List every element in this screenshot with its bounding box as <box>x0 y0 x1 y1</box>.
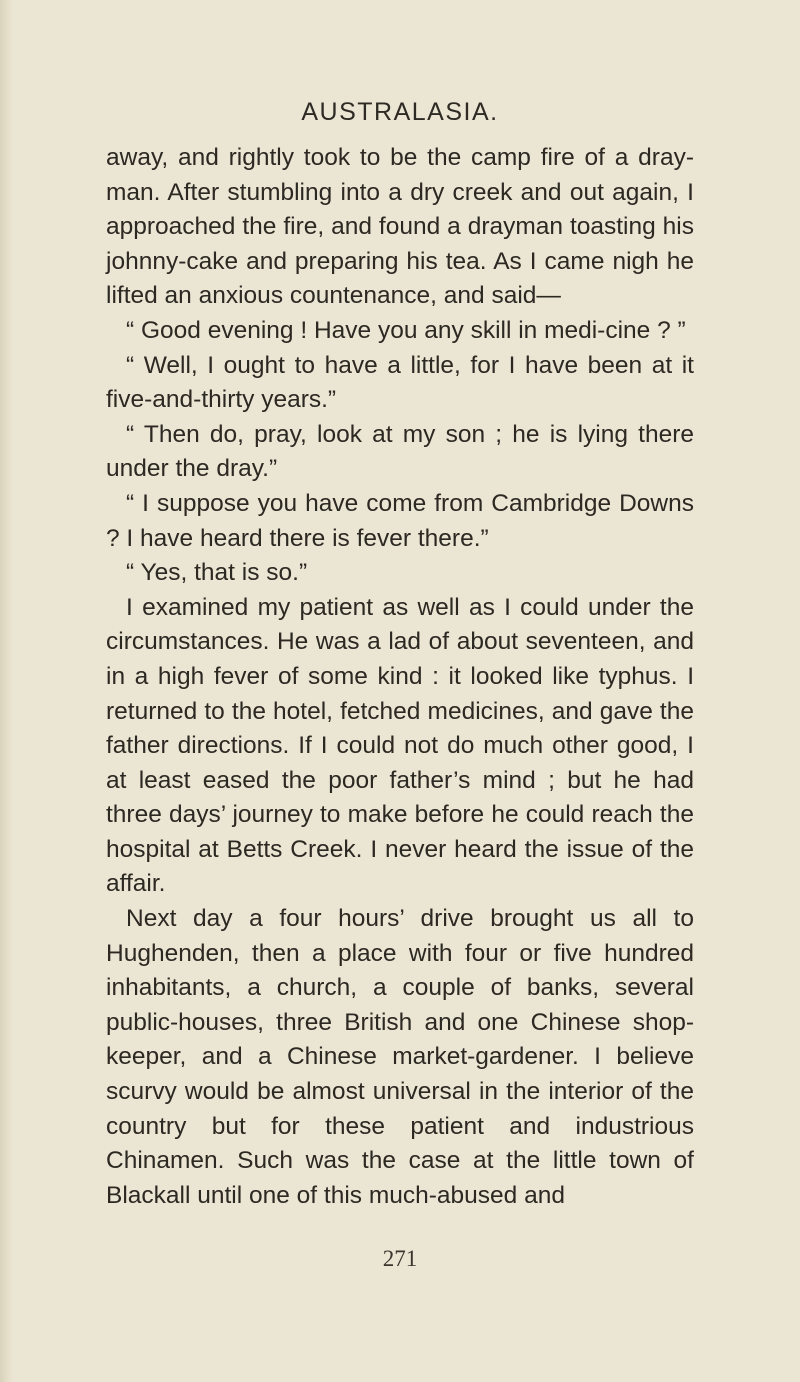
page-number: 271 <box>382 1246 418 1271</box>
paragraph: Next day a four hours’ drive brought us all to Hughenden, then a place with four or five hundred inhabitants, a church, a couple of banks, several public-houses, three British and one Chinese shop-keeper, and a Chinese market-gardener. I believe scurvy would be almost universal in the interior of the country but for these patient and industrious Chinamen. Such was the case at the little town of Blackall until one of this much-abused and <box>106 905 694 1209</box>
running-head: AUSTRALASIA. <box>301 98 499 126</box>
paragraph: I examined my patient as well as I could under the circumstances. He was a lad of about seventeen, and in a high fever of some kind : it looked like typhus. I returned to the hotel, fetched medicines, and gave the father directions. If I could not do much other good, I at least eased the poor father’s mind ; but he had three days’ journey to make before he could reach the hospital at Betts Creek. I never heard the issue of the affair. <box>106 593 694 898</box>
paragraph: “ Good evening ! Have you any skill in medi-cine ? ” <box>126 316 686 344</box>
paragraph: “ I suppose you have come from Cambridge Downs ? I have heard there is fever there.” <box>106 489 694 552</box>
body-text <box>106 141 694 1213</box>
paragraph: “ Then do, pray, look at my son ; he is lying there under the dray.” <box>106 420 694 483</box>
paragraph: “ Yes, that is so.” <box>126 559 308 587</box>
paragraph: “ Well, I ought to have a little, for I have been at it five-and-thirty years.” <box>106 351 694 414</box>
paragraph: away, and rightly took to be the camp fire of a dray-man. After stumbling into a dry creek and out again, I approached the fire, and found a drayman toasting his johnny-cake and preparing his tea. As I came nigh he lifted an anxious countenance, and said— <box>106 144 694 310</box>
